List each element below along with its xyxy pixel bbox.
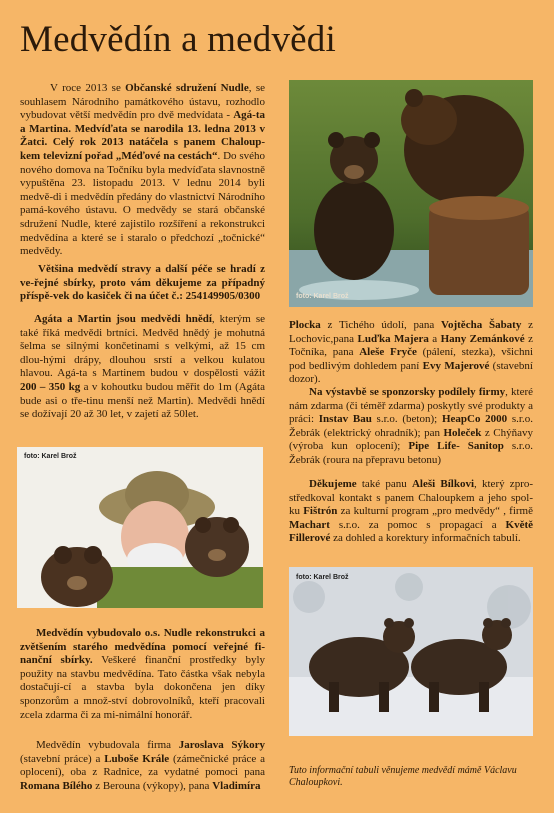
builders-paragraph: Medvědín vybudovala firma Jaroslava Sýkory (stavební práce) a Luboše Krále (zámečnické práce a oplocení), oba z Radnice, za vydatné pomoci pana Romana Bílého z Berouna (výkopy), pana Vladimíra bbox=[20, 739, 265, 792]
bears-water-image bbox=[289, 80, 533, 307]
bear-species-paragraph: Agáta a Martin jsou medvědi hnědí, kterým se také říká medvědi brtníci. Medvěd hnědý je mohutná šelma se silnými končetinami s velkými, až 15 cm dlou-hými drápy, dlouhou srstí a velkou kulatou hlavou. Agá-ta s Martinem budou v dospělosti vážit 200 – 350 kg a v kohoutku budou měřit do 1m (Agáta bude asi o tře-tinu menší než Martin). Medvědi hnědí se dožívají 20 až 30 let, v zajetí až 50let. bbox=[20, 313, 266, 421]
photo-bears-snow bbox=[289, 567, 533, 736]
intro-paragraph: V roce 2013 se Občanské sdružení Nudle, se souhlasem Národního památkového ústavu, rozhodlo vybudovat větší medvědín pro dvě medvídata - Agá-ta a Martina. Medvíďata se narodila 13. ledna 2013 v Žatci. Celý rok 2013 natáčela s panem Chaloup-kem televizní pořad „Méďové na cestách“. Do svého nového domova na Točníku byla medvíďata slavnostně vypuštěna 23. listopadu 2013. V lednu 2014 byli medvě-di i medvědín předány do vlastnictví Národního pamá-kového ústavu. O medvědy se stará občanské sdružení Nudle, které zajistilo rozšíření a rekonstrukci medvědína a které se i staralo o předchozí „točnické“ medvědy. bbox=[20, 82, 266, 258]
bears-snow-image bbox=[289, 567, 533, 736]
photo-credit-3: foto: Karel Brož bbox=[296, 574, 349, 581]
photo-man-with-cubs bbox=[17, 447, 263, 608]
photo-credit-1: foto: Karel Brož bbox=[296, 293, 349, 300]
dedication-note: Tuto informační tabuli věnujeme medvědí mámě Václavu Chaloupkovi. bbox=[289, 765, 517, 788]
helpers-paragraph: Plocka z Tichého údolí, pana Vojtěcha Šabaty z Lochovic,pana Luďka Majera a Hany Zemánkové z Točníka, pana Aleše Fryče (pálení, stezka), všichni pod bedlivým dohledem paní Evy Majerové (stavební dozor). bbox=[289, 319, 534, 386]
photo-bears-water bbox=[289, 80, 533, 307]
man-with-cubs-image bbox=[17, 447, 263, 608]
donation-paragraph: Většina medvědí stravy a další péče se hradí z ve-řejné sbírky, proto vám děkujeme za případný příspě-vek do kasiček či na účet č.: 254149905/0300 bbox=[20, 263, 265, 303]
thanks-paragraph: Děkujeme také panu Aleši Bílkovi, který zpro-středkoval kontakt s panem Chaloupkem a jeho spol-ku Fištrón za kulturní program „pro medvědy“ , firmě Machart s.r.o. za pomoc s propagací a Květě Fillerové za dohled a korektury informačních tabulí. bbox=[289, 478, 534, 545]
photo-credit-2: foto: Karel Brož bbox=[24, 453, 77, 460]
page-title: Medvědín a medvědi bbox=[20, 19, 336, 60]
sponsors-paragraph: Na výstavbě se sponzorsky podílely firmy, které nám zdarma (či téměř zdarma) poskytly své produkty a práci: Instav Bau s.r.o. (beton); HeapCo 2000 s.r.o. Žebrák (elektrický ohradník); pan Holeček z Chýňavy (výroba kun oplocení); Pipe Life- Sanitop s.r.o. Žebrák (roura na přepravu betonu) bbox=[289, 386, 534, 466]
construction-paragraph: Medvědín vybudovalo o.s. Nudle rekonstrukci a zvětšením starého medvědína pomocí veřejné fi-nanční sbírky. Veškeré finanční prostředky byly použity na stavbu medvědína. Tato částka však nebyla dostačují-cí a stavba byla dokončena jen díky sponzorům a množ-ství dobrovolníků, kteří pracovali zcela zdarma či za mi-nimální honorář. bbox=[20, 627, 266, 721]
